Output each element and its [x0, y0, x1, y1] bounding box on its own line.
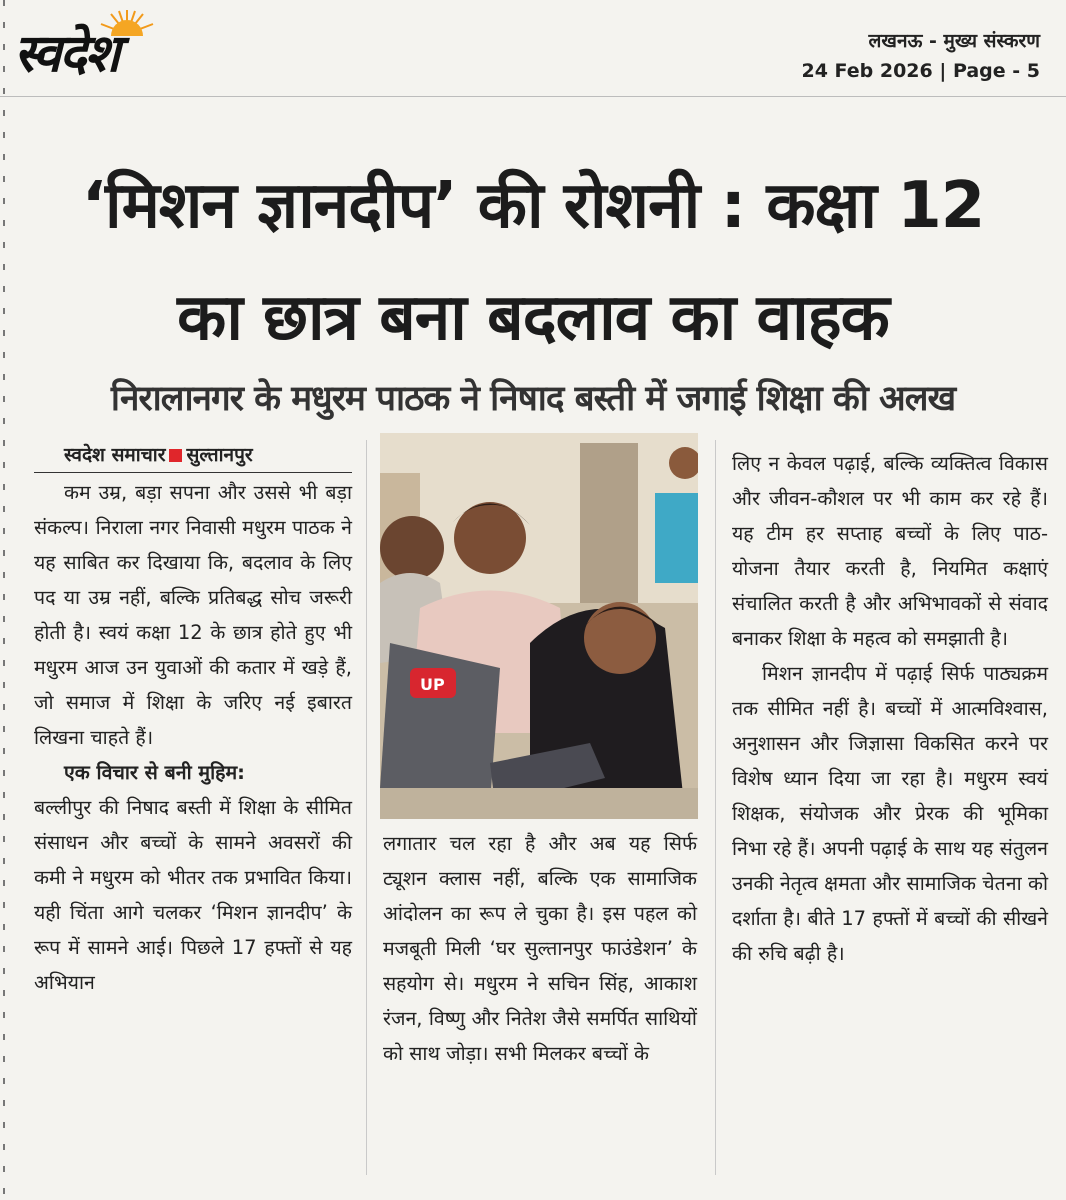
laptop-sticker-text: UP: [420, 675, 445, 694]
article-paragraph: लिए न केवल पढ़ाई, बल्कि व्यक्तित्व विकास और जीवन-कौशल पर भी काम कर रहे हैं। यह टीम हर सप्ताह बच्चों के लिए पाठ-योजना तैयार करती है, नियमित कक्षाएं संचालित करती है और अभिभावकों से संवाद बनाकर शिक्षा के महत्व को समझाती है।: [732, 452, 1048, 650]
article-paragraph: कम उम्र, बड़ा सपना और उससे भी बड़ा संकल्प। निराला नगर निवासी मधुरम पाठक ने यह साबित कर दिखाया कि, बदलाव के लिए पद या उम्र नहीं, बल्कि प्रतिबद्ध सोच जरूरी होती है। स्वयं कक्षा 12 के छात्र होते हुए भी मधुरम आज उन युवाओं की कतार में खड़े हैं, जो समाज में शिक्षा के जरिए नई इबारत लिखना चाहते हैं।: [34, 481, 352, 749]
edition-name: लखनऊ - मुख्य संस्करण: [868, 30, 1040, 52]
article-photo: [380, 433, 698, 819]
article-paragraph: मिशन ज्ञानदीप में पढ़ाई सिर्फ पाठ्यक्रम तक सीमित नहीं है। बच्चों में आत्मविश्वास, अनुशासन और जिज्ञासा विकसित करने पर विशेष ध्यान दिया जा रहा है। मधुरम स्वयं शिक्षक, संयोजक और प्रेरक की भूमिका निभा रहे हैं। अपनी पढ़ाई के साथ यह संतुलन उनकी नेतृत्व क्षमता और सामाजिक चेतना को दर्शाता है। बीते 17 हफ्तों में बच्चों की सीखने की रुचि बढ़ी है।: [732, 662, 1048, 965]
article-column-2: [383, 826, 697, 1071]
byline: [34, 440, 352, 473]
edition-info: [802, 26, 1041, 86]
column-divider: [366, 440, 367, 1175]
headline: [20, 150, 1046, 374]
byline-place: सुल्तानपुर: [186, 444, 253, 466]
article-column-1: [34, 440, 352, 1000]
subheadline: निरालानगर के मधुरम पाठक ने निषाद बस्ती में जगाई शिक्षा की अलख: [110, 379, 956, 419]
newspaper-logo: [12, 8, 232, 92]
red-square-icon: [169, 449, 182, 462]
headline-line-1: ‘मिशन ज्ञानदीप’ की रोशनी : कक्षा 12: [81, 169, 985, 243]
column-divider: [715, 440, 716, 1175]
page-number: Page - 5: [952, 60, 1040, 82]
byline-agency: स्वदेश समाचार: [64, 444, 166, 466]
students-with-laptop-photo: [380, 433, 698, 819]
headline-line-2: का छात्र बना बदलाव का वाहक: [177, 281, 889, 355]
logo-text: स्वदेश: [14, 24, 119, 84]
date-page-line: 24 Feb 2026 | Page - 5: [801, 60, 1040, 82]
article-column-3: [732, 446, 1048, 971]
masthead: [0, 0, 1066, 97]
page-edge-marks: [0, 0, 10, 1200]
article-subheading: एक विचार से बनी मुहिम:: [64, 761, 245, 784]
article-paragraph: बल्लीपुर की निषाद बस्ती में शिक्षा के सीमित संसाधन और बच्चों के सामने अवसरों की कमी ने मधुरम को भीतर तक प्रभावित किया। यही चिंता आगे चलकर ‘मिशन ज्ञानदीप’ के रूप में सामने आई। पिछले 17 हफ्तों से यह अभियान: [34, 796, 352, 994]
article-paragraph: लगातार चल रहा है और अब यह सिर्फ ट्यूशन क्लास नहीं, बल्कि एक सामाजिक आंदोलन का रूप ले चुका है। इस पहल को मजबूती मिली ‘घर सुल्तानपुर फाउंडेशन’ के सहयोग से। मधुरम ने सचिन सिंह, आकाश रंजन, विष्णु और नितेश जैसे समर्पित साथियों को साथ जोड़ा। सभी मिलकर बच्चों के: [383, 832, 697, 1065]
edition-date: 24 Feb 2026: [801, 60, 933, 82]
